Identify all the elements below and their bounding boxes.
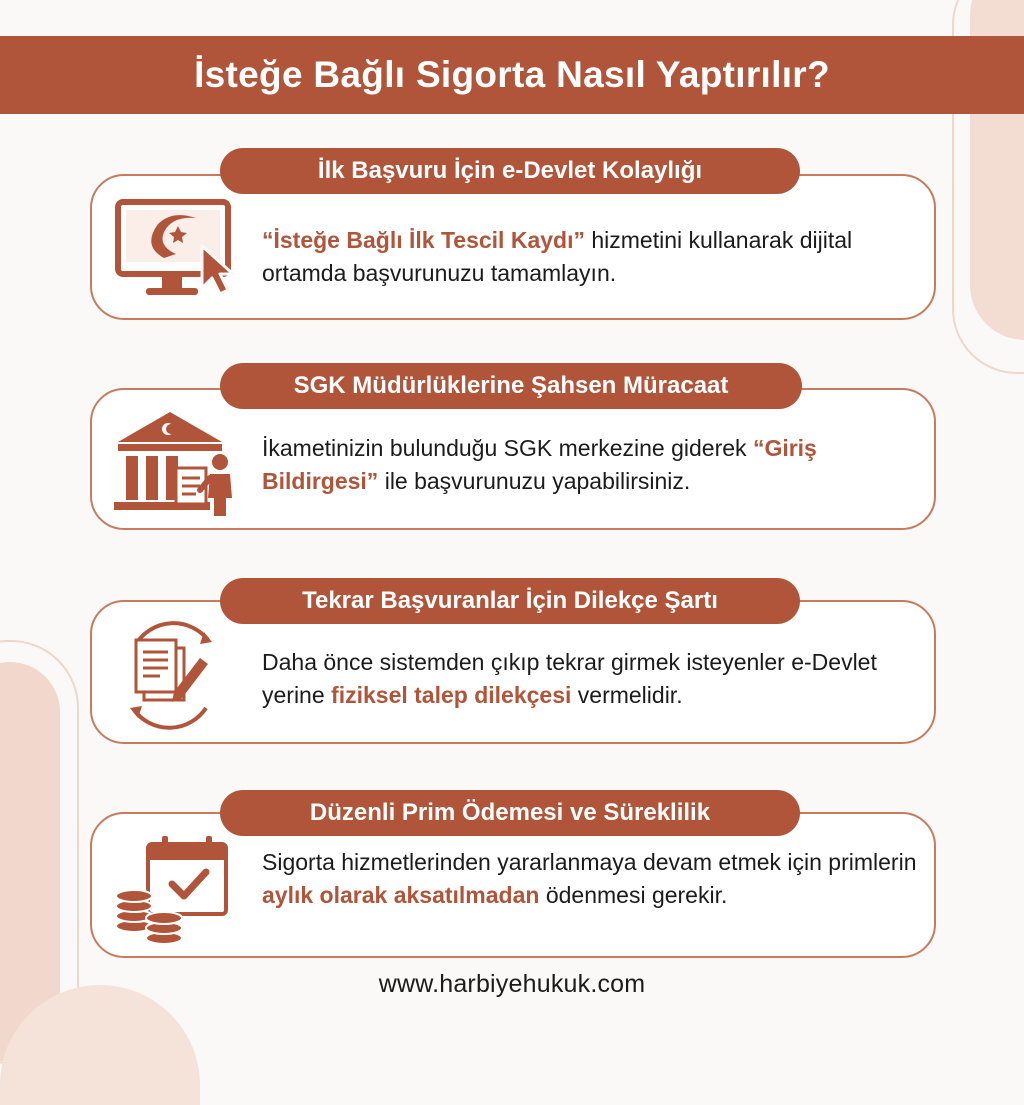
section-heading-sgk xyxy=(220,363,802,409)
body-text: Sigorta hizmetlerinden yararlanmaya devam etmek için primlerin xyxy=(262,849,917,875)
body-text: ödenmesi gerekir. xyxy=(539,882,728,908)
section-card-edevlet xyxy=(90,174,936,320)
computer-monitor-cursor-icon xyxy=(112,196,240,311)
document-pen-cycle-icon xyxy=(112,616,230,739)
page-title: İsteğe Bağlı Sigorta Nasıl Yaptırılır? xyxy=(194,54,830,95)
section-heading-edevlet xyxy=(220,148,800,194)
section-heading-label: Tekrar Başvuranlar İçin Dilekçe Şartı xyxy=(302,587,718,614)
body-text: vermelidir. xyxy=(571,682,683,708)
section-heading-dilekce xyxy=(220,578,800,624)
section-heading-label: Düzenli Prim Ödemesi ve Süreklilik xyxy=(309,799,711,826)
website-url[interactable]: www.harbiyehukuk.com xyxy=(378,970,646,998)
body-text: hizmetini kullanarak dijital ortamda başvurunuzu tamamlayın. xyxy=(262,227,853,286)
section-card-sgk xyxy=(90,388,936,530)
government-building-person-icon xyxy=(112,406,240,523)
section-text xyxy=(262,646,920,712)
section-text xyxy=(262,432,914,498)
highlight-text: fiziksel talep dilekçesi xyxy=(331,682,572,708)
highlight-text: “Giriş Bildirgesi” xyxy=(262,435,817,494)
highlight-text: aylık olarak aksatılmadan xyxy=(262,882,540,908)
section-text xyxy=(262,224,914,290)
calendar-coins-check-icon xyxy=(112,830,232,955)
section-heading-label: SGK Müdürlüklerine Şahsen Müracaat xyxy=(293,372,729,399)
section-text xyxy=(262,846,920,912)
section-heading-label: İlk Başvuru İçin e-Devlet Kolaylığı xyxy=(317,157,703,184)
section-heading-prim xyxy=(220,790,800,836)
title-banner xyxy=(0,36,1024,114)
highlight-text: “İsteğe Bağlı İlk Tescil Kaydı” xyxy=(262,227,585,253)
body-text: Daha önce sistemden çıkıp tekrar girmek isteyenler e-Devlet yerine xyxy=(262,649,877,708)
body-text: İkametinizin bulunduğu SGK merkezine giderek xyxy=(262,435,753,461)
body-text: ile başvurunuzu yapabilirsiniz. xyxy=(378,468,691,494)
